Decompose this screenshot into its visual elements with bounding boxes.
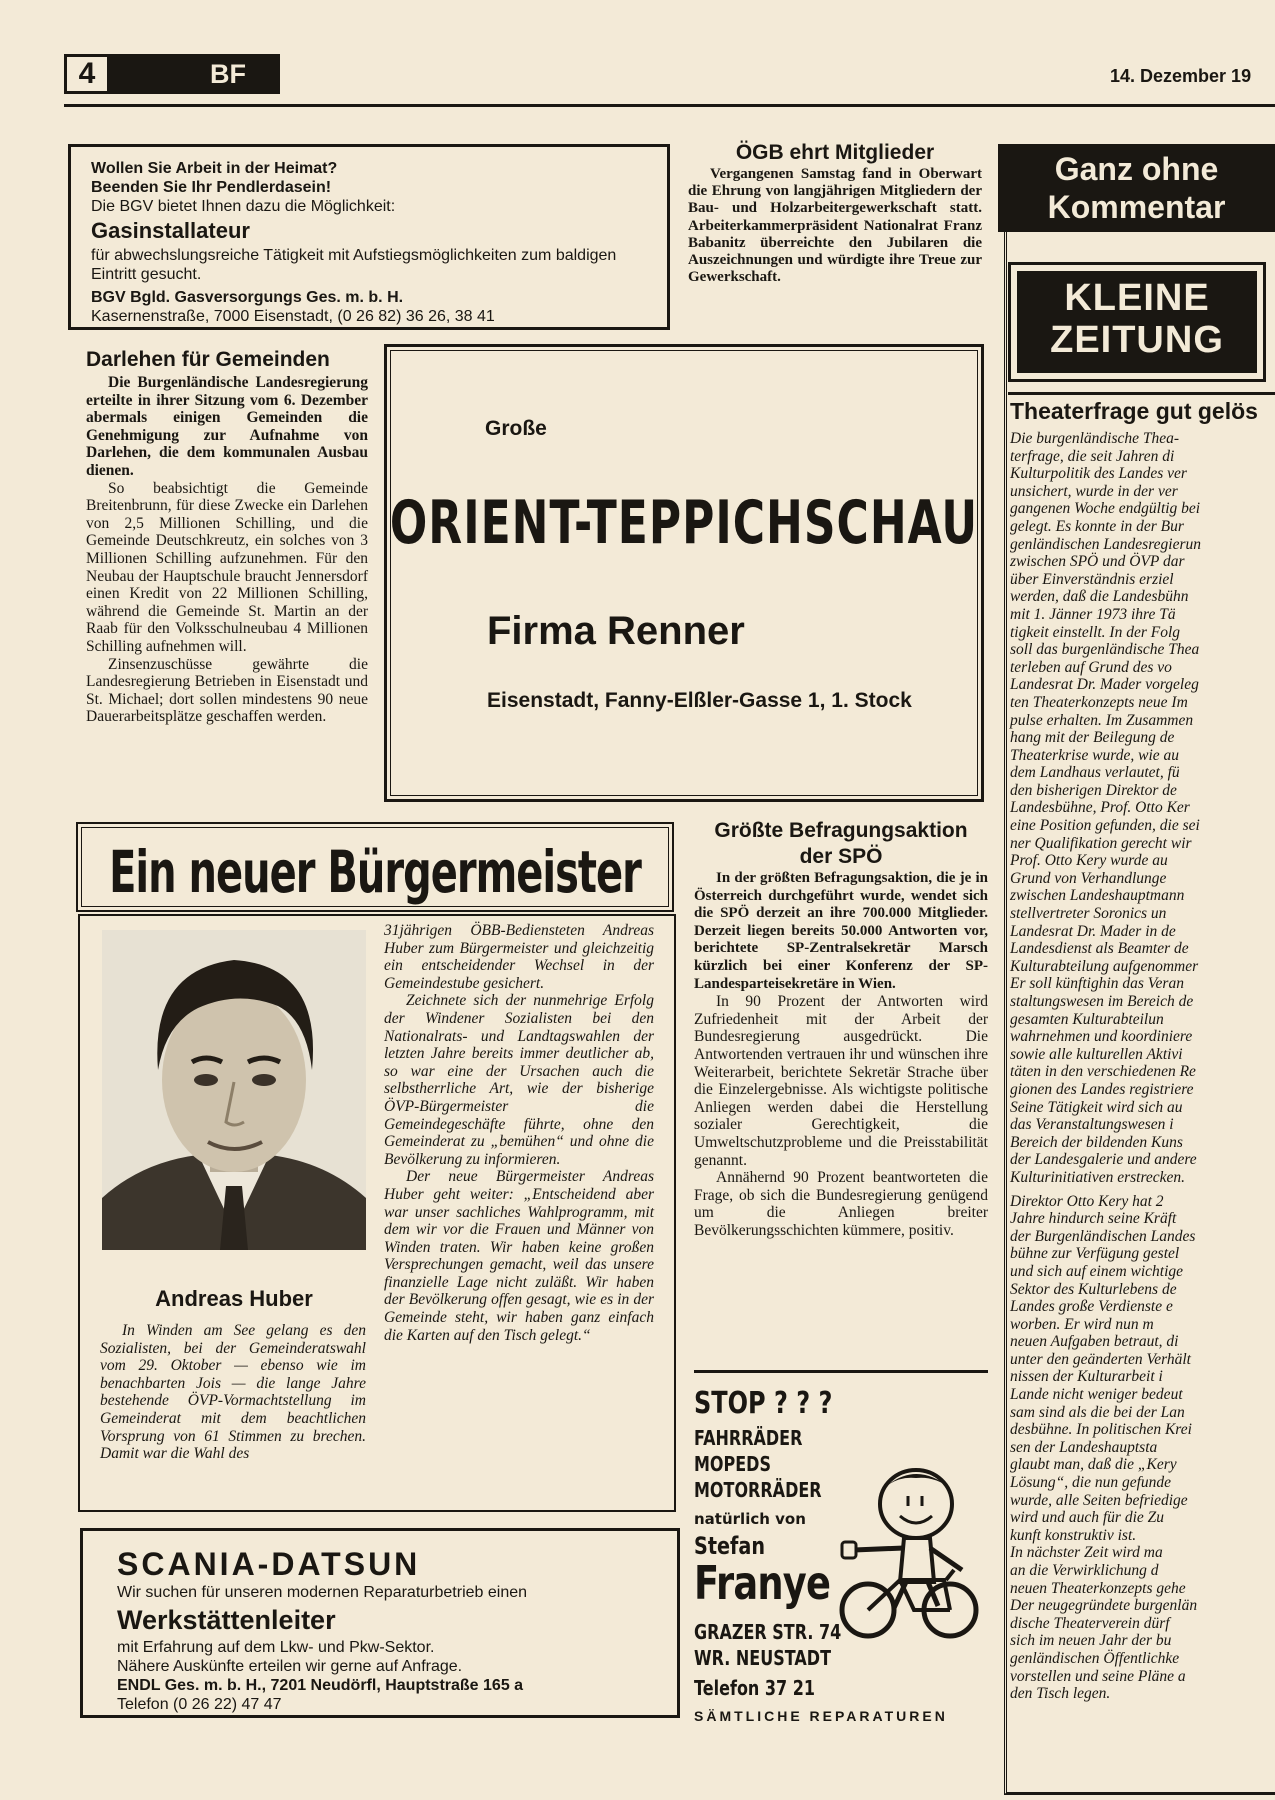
sidebar-p1: Die burgenländische Thea- terfrage, die seit Jahren di Kulturpolitik des Landes ver unsichert, wurde in der ver gangenen Woche endgültig bei gelegt. Es konnte in der Bur genländischen Landesregierun zwischen SPÖ und ÖVP dar über Einverständnis erziel werden, daß die Landesbühn mit 1. Jänner 1973 ihre Tä tigkeit einstellt. In der Folg soll das burgenländische Thea terleben auf Grund des vo Landesrat Dr. Mader vorgeleg ten Theaterkonzepts neue Im pulse erhalten. Im Zusammen hang mit der Beilegung de Theaterkrise wurde, wie au dem Landhaus verlautet, fü den bisherigen Direktor de Landesbühne, Prof. Otto Ker eine Position gefunden, die sei ner Qualifikation gerecht wir Prof. Otto Kery wurde au Grund von Verhandlunge zwischen Landeshauptmann stellvertreter Soronics un Landesrat Dr. Mader in de Landesdienst als Beamter de Kulturabteilung aufgenommer Er soll künftighin das Veran staltungswesen im Bereich de gesamten Kulturabteilun wahrnehmen und koordiniere sowie alle kulturellen Aktivi täten in den verschiedenen Re gionen des Landes registriere Seine Tätigkeit wird sich au das Veranstaltungswesen i Bereich der bildenden Kuns der Landesgalerie und andere Kulturinitiativen erstrecken. [1010, 430, 1201, 1186]
teppich-title: ORIENT-TEPPICHSCHAU [389, 489, 979, 558]
darlehen-p3: Zinsenzuschüsse gewährte die Landesregierung Betrieben in Eisenstadt und St. Michael; dort sollen mindestens 90 neue Dauerarbeitsplätze geschaffen werden. [86, 655, 368, 726]
franye-city: WR. NEUSTADT [694, 1646, 831, 1670]
franye-by: natürlich von [694, 1510, 806, 1528]
sidebar-banner-line2: Kommentar [1047, 189, 1226, 225]
ad-bgv [68, 144, 670, 330]
teppich-kicker: Große [485, 417, 547, 440]
ad-bgv-job: Gasinstallateur [91, 218, 250, 243]
franye-last: Franye [694, 1556, 831, 1610]
scania-company: ENDL Ges. m. b. H., 7201 Neudörfl, Hauptstraße 165 a [117, 1677, 524, 1694]
issue-date: 14. Dezember 19 [1110, 66, 1252, 86]
sidebar-banner-line1: Ganz ohne [1054, 151, 1219, 187]
franye-item2: MOPEDS [694, 1452, 771, 1476]
ad-bgv-line3: Die BGV bietet Ihnen dazu die Möglichkeit: [91, 198, 396, 215]
befragung-title-line2: der SPÖ [799, 845, 883, 868]
ad-franye [694, 1386, 988, 1726]
ad-teppich [384, 344, 984, 802]
sidebar-text [1010, 430, 1275, 1703]
befragung-p3: Annähernd 90 Prozent beantworteten die Frage, ob sich die Bundesregierung genügend um die Anliegen breiter Bevölkerungsschichten kümmere, positiv. [694, 1169, 988, 1239]
logo-line2: ZEITUNG [1050, 319, 1224, 361]
buergermeister-left-text: In Winden am See gelang es den Sozialisten, bei der Gemeinderatswahl vom 29. Oktober — ebenso wie im benachbarten Jois — die lange Jahre bestehende ÖVP-Vormachtstellung im Gemeinderat mit dem beachtlichen Vorsprung von 61 Stimmen zu brechen. Damit war die Wahl des [100, 1322, 366, 1463]
section-label: BF [110, 54, 280, 94]
buergermeister-right-col [384, 922, 654, 1344]
buergermeister-right-p3: Der neue Bürgermeister Andreas Huber geht weiter: „Entscheidend aber war unser sachliches Wahlprogramm, mit dem wir vor die Frauen und Männer von Winden traten. Wir haben keine großen Versprechungen gemacht, weil das unsere finanzielle Lage nicht zuläßt. Wir haben der Bevölkerung offen gesagt, wie es in der Gemeinde steht, wir haben ganz einfach die Karten auf den Tisch gelegt.“ [384, 1168, 654, 1344]
buergermeister-right-p2: Zeichnete sich der nunmehrige Erfolg der Windener Sozialisten bei den Nationalrats- und Landtagswahlen der letzten Jahre bereits immer deutlicher ab, so war eine der Ursachen auch die selbstherrliche Art, wie der bisherige ÖVP-Bürgermeister die Gemeindegeschäfte führte, ohne den Gemeinderat zu „bemühen“ und ohne die Bevölkerung zu informieren. [384, 992, 654, 1168]
header-rule [64, 104, 1275, 107]
ad-bgv-line1: Wollen Sie Arbeit in der Heimat? [91, 160, 338, 177]
ad-bgv-line2: Beenden Sie Ihr Pendlerdasein! [91, 179, 332, 196]
scania-brand: SCANIA-DATSUN [117, 1546, 421, 1582]
article-oegb [688, 140, 982, 286]
sidebar-kleine-zeitung [998, 144, 1275, 1800]
kleine-zeitung-logo [1008, 262, 1266, 382]
franye-street: GRAZER STR. 74 [694, 1620, 842, 1644]
sidebar-title-rule [1008, 392, 1275, 395]
ad-bgv-address: Kasernenstraße, 7000 Eisenstadt, (0 26 82) 36 26, 38 41 [91, 308, 495, 325]
buergermeister-right-p1: 31jährigen ÖBB-Bediensteten Andreas Huber zum Bürgermeister und gleichzeitig ein entscheidender Wechsel in der Gemeindestube gesichert. [384, 922, 654, 992]
darlehen-p1: Die Burgenländische Landesregierung erteilte in ihrer Sitzung vom 6. Dezember abermals einigen Gemeinden die Genehmigung zur Aufnahme von Darlehen, die dem kommunalen Ausbau dienen. [86, 374, 368, 479]
ad-bgv-desc: für abwechslungsreiche Tätigkeit mit Aufstiegsmöglichkeiten zum baldigen Eintritt gesucht. [91, 247, 617, 283]
sidebar-p3: In nächster Zeit wird ma an die Verwirklichung d neuen Theaterkonzepts gehe Der neugegründete burgenlän dische Theaterverein dürf sich im neuen Jahr der bu genländischen Öffentlichke vorstellen und seine Pläne a den Tisch legen. [1010, 1544, 1198, 1703]
darlehen-title: Darlehen für Gemeinden [86, 348, 330, 371]
darlehen-p2: So beabsichtigt die Gemeinde Breitenbrunn, für diese Zwecke ein Darlehen von 2,5 Millionen Schilling, und die Gemeinde Deutschkreutz, ein solches von 3 Millionen Schilling aufzunehmen. Für den Neubau der Hauptschule braucht Jennersdorf einen Kredit von 22 Millionen Schilling, während die Gemeinde St. Martin an der Raab für den Volksschulneubau 4 Millionen Schilling aufnehmen will. [86, 479, 368, 655]
portrait-caption: Andreas Huber [155, 1286, 313, 1311]
ad-bgv-company: BGV Bgld. Gasversorgungs Ges. m. b. H. [91, 289, 404, 306]
scania-info: Nähere Auskünfte erteilen wir gerne auf Anfrage. [117, 1658, 463, 1675]
oegb-body: Vergangenen Samstag fand in Oberwart die Ehrung von langjährigen Mitgliedern der Bau- und Holzarbeitergewerkschaft statt. Arbeiterkammerpräsident Nationalrat Franz Babanitz überreichte den Jubilaren die Auszeichnungen und würdigte ihre Treue zur Gewerkschaft. [688, 166, 982, 286]
scania-job: Werkstättenleiter [117, 1605, 336, 1635]
franye-item3: MOTORRÄDER [694, 1478, 822, 1502]
scania-req: mit Erfahrung auf dem Lkw- und Pkw-Sektor. [117, 1639, 435, 1656]
article-darlehen [86, 346, 368, 726]
article-befragung [694, 818, 988, 1239]
page-header [0, 0, 1275, 110]
cyclist-illustration [834, 1462, 984, 1642]
logo-inner [1017, 271, 1257, 373]
franye-phone: Telefon 37 21 [694, 1676, 815, 1700]
teppich-address: Eisenstadt, Fanny-Elßler-Gasse 1, 1. Stock [487, 689, 912, 712]
franye-stop: STOP ? ? ? [694, 1386, 833, 1421]
portrait-image [102, 930, 366, 1250]
sidebar-title: Theaterfrage gut gelös [1010, 398, 1258, 424]
ad-teppich-inner [390, 350, 978, 796]
scania-intro: Wir suchen für unseren modernen Reparaturbetrieb einen [117, 1584, 528, 1601]
befragung-rule [694, 1370, 988, 1373]
befragung-title-line1: Größte Befragungsaktion [714, 819, 968, 842]
sidebar-banner [998, 144, 1275, 232]
franye-item1: FAHRRÄDER [694, 1426, 803, 1450]
ad-scania [80, 1528, 680, 1718]
oegb-title: ÖGB ehrt Mitglieder [735, 141, 935, 164]
buergermeister-headline-box [76, 822, 674, 912]
franye-first: Stefan [694, 1532, 766, 1560]
sidebar-p2: Direktor Otto Kery hat 2 Jahre hindurch seine Kräft der Burgenländischen Landes bühne zur Verfügung gestel und sich auf einem wichtige Sektor des Kulturlebens de Landes große Verdienste e worben. Er wird nun m neuen Aufgaben betraut, di unter den geänderten Verhält nissen der Kulturarbeit i Lande nicht weniger bedeut sam sind als die bei der Lan desbühne. In politischen Krei sen der Landeshauptsta glaubt man, daß die „Kery Lösung“, die nun gefunde wurde, alle Seiten befriedige wird und auch für die Zu kunft konstruktiv ist. [1010, 1192, 1196, 1544]
befragung-p2: In 90 Prozent der Antworten wird Zufriedenheit mit der Arbeit der Bundesregierung ausgedrückt. Die Antwortenden vertrauen ihr und wünschen ihre Weiterarbeit, berichtete Sekretär Strache über die Einzelergebnisse. Als wichtigste politische Anliegen werden dabei die Herstellung sozialer Gerechtigkeit, die Umweltschutzprobleme und die Preisstabilität genannt. [694, 993, 988, 1169]
page-number: 4 [64, 54, 110, 94]
befragung-p1: In der größten Befragungsaktion, die je in Österreich durchgeführt wurde, wendet sich die SPÖ derzeit an ihre 700.000 Mitglieder. Derzeit liegen bereits 50.000 Antworten vor, berichtete SP-Zentralsekretär Marsch kürzlich bei einer Konferenz der SP-Landesparteisekretäre in Wien. [694, 870, 988, 992]
portrait-photo [102, 930, 366, 1250]
franye-footer: SÄMTLICHE REPARATUREN [694, 1708, 948, 1724]
buergermeister-body-box [78, 914, 676, 1512]
buergermeister-headline: Ein neuer Bürgermeister [109, 840, 641, 907]
scania-phone: Telefon (0 26 22) 47 47 [117, 1696, 282, 1713]
teppich-firm: Firma Renner [487, 609, 745, 653]
logo-line1: KLEINE [1064, 277, 1210, 319]
